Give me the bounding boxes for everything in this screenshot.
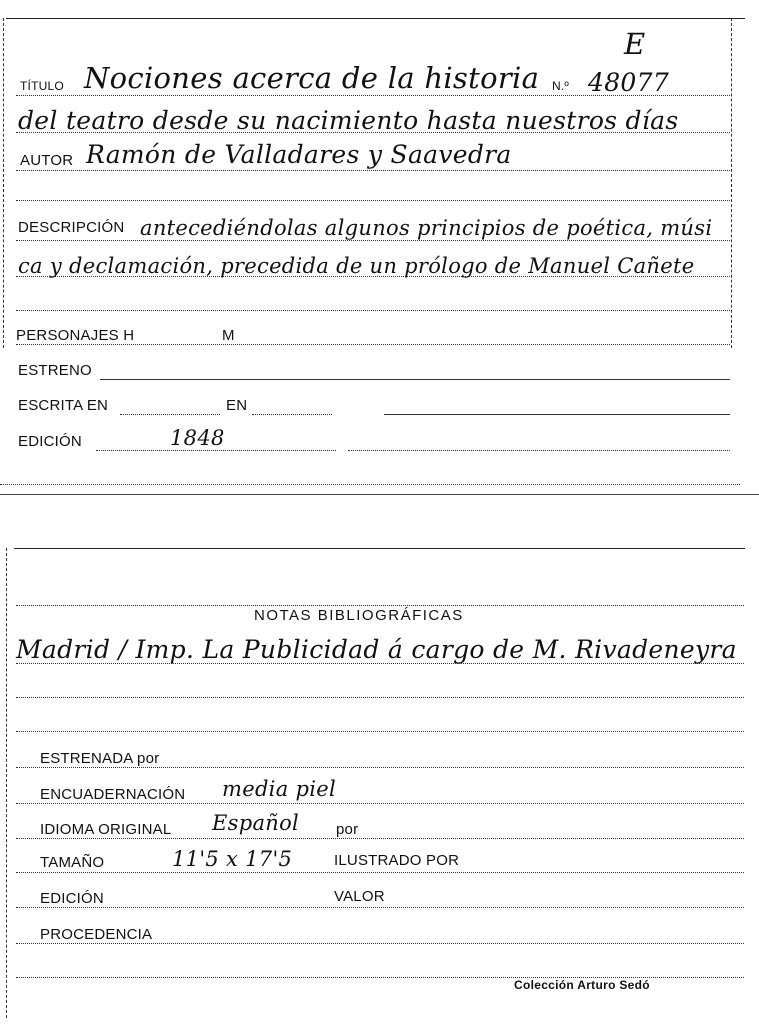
titulo-value-line2: del teatro desde su nacimiento hasta nuestros días <box>18 106 679 135</box>
edicion-rule-1 <box>96 450 336 451</box>
titulo-rule-2 <box>16 132 730 133</box>
estrenada-rule <box>16 767 744 768</box>
coleccion-label: Colección Arturo Sedó <box>514 978 650 992</box>
autor-rule <box>16 170 730 171</box>
edicion-valor-rule <box>16 907 744 908</box>
notas-label: NOTAS BIBLIOGRÁFICAS <box>254 607 464 624</box>
notas-rule-3 <box>16 731 744 732</box>
descripcion-rule-2 <box>16 276 730 277</box>
escrita-rule-2 <box>252 414 332 415</box>
tamano-label: TAMAÑO <box>40 854 105 871</box>
personajes-label: PERSONAJES H <box>16 327 135 344</box>
escrita-label: ESCRITA EN <box>18 397 109 414</box>
procedencia-label: PROCEDENCIA <box>40 926 153 943</box>
card-top-border <box>6 18 745 19</box>
back-edicion-label: EDICIÓN <box>40 890 104 907</box>
titulo-rule-1 <box>16 95 730 96</box>
escrita-rule-1 <box>120 414 220 415</box>
edicion-value: 1848 <box>170 426 225 450</box>
catalog-card-front <box>0 0 759 495</box>
descripcion-value-line2: ca y declamación, precedida de un prólogo de Manuel Cañete <box>18 254 695 278</box>
notas-value: Madrid / Imp. La Publicidad á cargo de M. Rivadeneyra <box>16 635 737 664</box>
back-top-border <box>14 548 745 549</box>
card-right-border <box>731 18 732 348</box>
blank-rule-2 <box>16 310 730 311</box>
personajes-rule <box>16 344 730 345</box>
descripcion-label: DESCRIPCIÓN <box>18 219 125 236</box>
edicion-label: EDICIÓN <box>18 433 82 450</box>
descripcion-rule-1 <box>16 240 730 241</box>
titulo-value-line1: Nociones acerca de la historia <box>84 61 540 95</box>
encuadernacion-value: media piel <box>222 777 336 801</box>
escrita-en-label: EN <box>226 397 248 414</box>
personajes-m-label: M <box>222 327 235 344</box>
titulo-label: TÍTULO <box>20 79 64 93</box>
procedencia-rule-1 <box>16 943 744 944</box>
back-left-border <box>6 548 7 1018</box>
numero-label: N.º <box>552 79 569 93</box>
idioma-rule <box>16 838 744 839</box>
encuadernacion-label: ENCUADERNACIÓN <box>40 786 186 803</box>
cards-separator <box>0 494 759 495</box>
numero-value: 48077 <box>588 68 670 97</box>
notas-rule-1 <box>16 663 744 664</box>
descripcion-value-line1: antecediéndolas algunos principios de poética, músi <box>140 216 713 240</box>
back-rule-top <box>16 605 744 606</box>
valor-label: VALOR <box>334 888 385 905</box>
escrita-rule-3 <box>384 414 730 415</box>
bottom-dashed-rule <box>0 484 740 485</box>
encuadernacion-rule <box>16 803 744 804</box>
ilustrado-label: ILUSTRADO POR <box>334 852 460 869</box>
notas-rule-2 <box>16 697 744 698</box>
tamano-rule <box>16 872 744 873</box>
tamano-value: 11'5 x 17'5 <box>172 847 293 871</box>
estrenada-label: ESTRENADA por <box>40 750 160 767</box>
estreno-label: ESTRENO <box>18 362 92 379</box>
card-left-border <box>3 18 4 348</box>
estreno-rule <box>100 379 730 380</box>
autor-value: Ramón de Valladares y Saavedra <box>86 140 512 169</box>
idioma-value: Español <box>212 811 300 835</box>
blank-rule-1 <box>16 200 730 201</box>
catalog-card-back <box>0 545 759 1028</box>
por-label: por <box>336 821 359 838</box>
corner-mark: E <box>624 27 646 61</box>
edicion-rule-2 <box>348 450 730 451</box>
idioma-label: IDIOMA ORIGINAL <box>40 821 172 838</box>
autor-label: AUTOR <box>20 152 74 169</box>
